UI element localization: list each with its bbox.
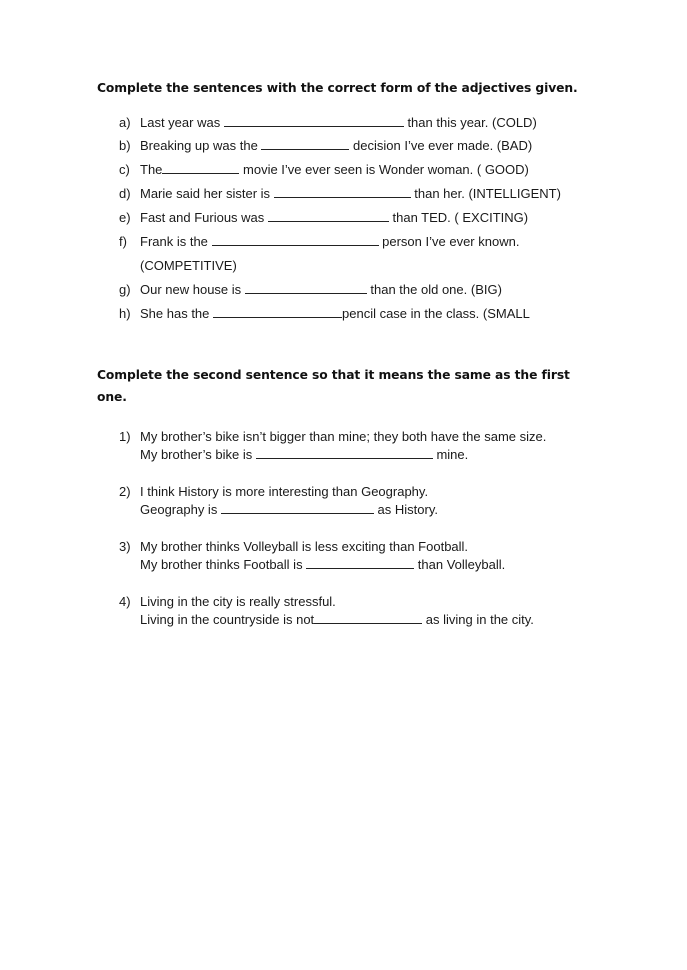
answer-blank[interactable] [162,162,239,174]
item-label: c) [119,162,130,177]
item-text-after: movie I’ve ever seen is Wonder woman. ( GOOD) [239,162,529,177]
item-label: e) [119,210,131,225]
exercise-item-3-first [119,539,468,555]
part2-heading-line1: Complete the second sentence so that it means the same as the first [97,368,570,382]
exercise-item-b [119,138,532,154]
item-text-before: Frank is the [140,234,212,249]
answer-blank[interactable] [221,502,374,514]
part1-heading: Complete the sentences with the correct form of the adjectives given. [97,81,578,95]
item-first-sentence: Living in the city is really stressful. [140,594,336,609]
answer-blank[interactable] [245,282,367,294]
item-text-after: as living in the city. [422,612,534,627]
item-text-after: mine. [432,447,469,462]
item-text-before: Fast and Furious was [140,210,268,225]
item-text-after: pencil case in the class. (SMALL [342,306,530,321]
item-text-before: Marie said her sister is [140,186,274,201]
item-text-before: Geography is [140,502,221,517]
answer-blank[interactable] [268,210,389,222]
exercise-item-f [119,234,519,250]
item-f-continuation: (COMPETITIVE) [140,258,237,273]
item-label: b) [119,138,131,153]
item-label: d) [119,186,131,201]
item-text-before: Breaking up was the [140,138,262,153]
item-text-after: as History. [373,502,438,517]
item-first-sentence: My brother’s bike isn’t bigger than mine; they both have the same size. [140,429,547,444]
exercise-item-1-first [119,429,546,445]
item-label: f) [119,234,127,249]
answer-blank[interactable] [212,234,379,246]
item-text-before: Last year was [140,115,224,130]
answer-blank[interactable] [314,612,422,624]
item-text-before: Our new house is [140,282,245,297]
answer-blank[interactable] [224,115,404,127]
item-text-before: The [140,162,163,177]
item-text-after: than Volleyball. [414,557,506,572]
part2-heading-line2: one. [97,390,127,404]
item-text-after: than this year. (COLD) [403,115,537,130]
item-label: a) [119,115,131,130]
item-label: 1) [119,429,131,444]
exercise-item-c [119,162,529,178]
exercise-item-1-second [140,447,468,463]
item-label: 3) [119,539,131,554]
item-text-after: than TED. ( EXCITING) [388,210,529,225]
answer-blank[interactable] [261,138,349,150]
item-text-after: than her. (INTELLIGENT) [410,186,561,201]
exercise-item-4-first [119,594,336,610]
answer-blank[interactable] [274,186,411,198]
item-first-sentence: My brother thinks Volleyball is less exciting than Football. [140,539,469,554]
item-text-before: My brother thinks Football is [140,557,307,572]
item-text-before: She has the [140,306,213,321]
exercise-item-e [119,210,528,226]
exercise-item-4-second [140,612,534,628]
item-text-before: My brother’s bike is [140,447,256,462]
item-label: g) [119,282,131,297]
exercise-item-h [119,306,530,322]
answer-blank[interactable] [213,306,342,318]
answer-blank[interactable] [306,557,414,569]
item-text-after: than the old one. (BIG) [366,282,502,297]
exercise-item-3-second [140,557,505,573]
exercise-item-2-first [119,484,428,500]
exercise-item-a [119,115,537,131]
exercise-item-d [119,186,561,202]
item-label: 4) [119,594,131,609]
item-first-sentence: I think History is more interesting than Geography. [140,484,429,499]
item-text-after: decision I’ve ever made. (BAD) [349,138,533,153]
item-label: h) [119,306,131,321]
exercise-item-g [119,282,502,298]
item-label: 2) [119,484,131,499]
answer-blank[interactable] [256,447,433,459]
item-text-before: Living in the countryside is not [140,612,315,627]
item-text-after: person I’ve ever known. [378,234,520,249]
exercise-item-2-second [140,502,438,518]
